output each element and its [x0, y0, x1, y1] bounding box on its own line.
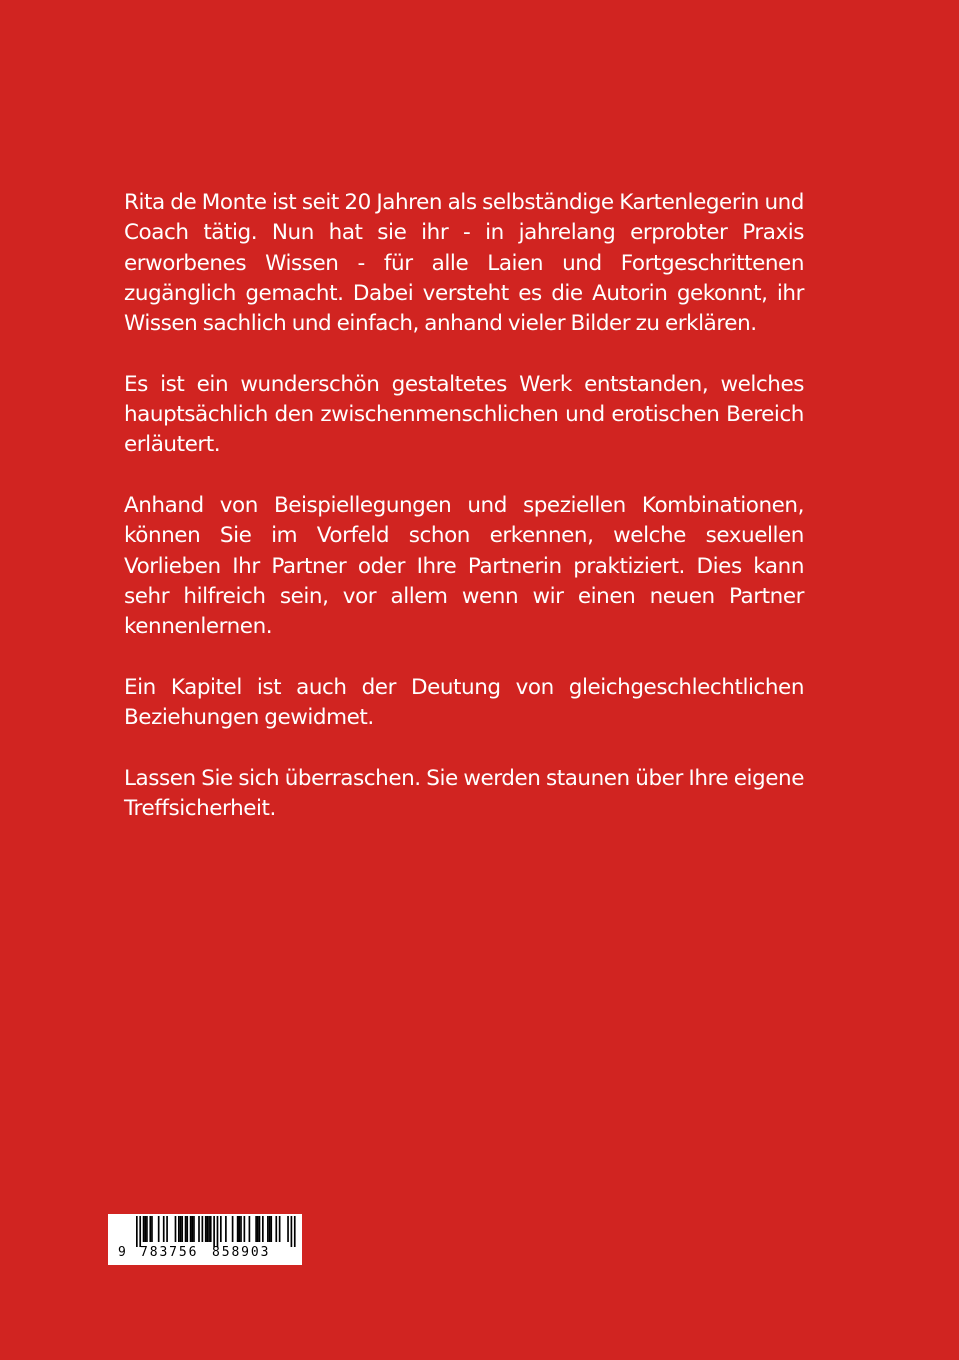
barcode-bar	[262, 1216, 264, 1242]
barcode-bar	[149, 1216, 151, 1242]
barcode-bar	[151, 1216, 153, 1242]
blurb-text	[124, 188, 804, 855]
barcode-bar	[163, 1216, 165, 1242]
barcode-digits	[108, 1245, 302, 1263]
blurb-paragraph-5: Lassen Sie sich überraschen. Sie werden staunen über Ihre eigene Treffsicherheit.	[124, 765, 804, 821]
barcode-bar	[259, 1216, 261, 1242]
barcode-bar	[202, 1216, 204, 1242]
barcode-bar	[232, 1216, 234, 1242]
barcode-guard-bar	[136, 1216, 138, 1247]
barcode-bar	[186, 1216, 188, 1242]
barcode-bar	[181, 1216, 183, 1242]
barcode-guard-bar	[139, 1216, 141, 1247]
barcode-guard-bar	[213, 1216, 215, 1247]
barcode-bar	[237, 1216, 239, 1242]
barcode-bar	[146, 1216, 148, 1242]
barcode-bar	[269, 1216, 271, 1242]
barcode-guard-bar	[294, 1216, 296, 1247]
barcode-bar	[166, 1216, 168, 1242]
barcode-bar	[287, 1216, 289, 1242]
barcode-bar	[208, 1216, 210, 1242]
barcode-bar	[185, 1216, 187, 1242]
barcode-bar	[207, 1216, 209, 1242]
barcode-bar	[244, 1216, 246, 1242]
barcode-bar	[143, 1216, 145, 1242]
isbn-barcode	[108, 1214, 302, 1265]
barcode-bar	[267, 1216, 269, 1242]
barcode-bar	[190, 1216, 192, 1242]
barcode-bar	[240, 1216, 242, 1242]
barcode-bar	[270, 1216, 272, 1242]
barcode-bar	[225, 1216, 227, 1242]
barcode-bar	[144, 1216, 146, 1242]
barcode-bar	[220, 1216, 222, 1242]
blurb-paragraph-3: Anhand von Beispiellegungen und speziellen Kombinationen, können Sie im Vorfeld schon erkennen, welche sexuellen Vorlieben Ihr Partner oder Ihre Partnerin praktiziert. Dies kann sehr hilfreich sein, vor allem wenn wir einen neuen Partner kennenlernen.	[124, 492, 804, 640]
barcode-bar	[205, 1216, 207, 1242]
barcode-bar	[255, 1216, 257, 1242]
barcode-bar	[180, 1216, 182, 1242]
blurb-paragraph-1: Rita de Monte ist seit 20 Jahren als selbständige Kartenlegerin und Coach tätig. Nun hat sie ihr - in jahrelang erprobter Praxis erworbenes Wissen - für alle Laien und Fortgeschrittenen zugänglich gemacht. Dabei versteht es die Autorin gekonnt, ihr Wissen sachlich und einfach, anhand vieler Bilder zu erklären.	[124, 190, 804, 337]
barcode-left-group: 783756	[140, 1245, 199, 1260]
blurb-paragraph-4: Ein Kapitel ist auch der Deutung von gleichgeschlechtlichen Beziehungen gewidmet.	[124, 674, 804, 731]
barcode-bar	[275, 1216, 277, 1242]
barcode-bar	[249, 1216, 251, 1242]
barcode-prefix-digit: 9	[118, 1245, 126, 1260]
barcode-right-group: 858903	[212, 1245, 271, 1260]
barcode-guard-bar	[291, 1216, 293, 1247]
barcode-bar	[191, 1216, 193, 1242]
barcode-bar	[158, 1216, 160, 1242]
blurb-paragraph-2: Es ist ein wunderschön gestaltetes Werk entstanden, welches hauptsächlich den zwischenmenschlichen und erotischen Bereich erläutert.	[124, 371, 804, 458]
barcode-bar	[198, 1216, 200, 1242]
barcode-bar	[257, 1216, 259, 1242]
barcode-bar	[279, 1216, 281, 1242]
barcode-bar	[193, 1216, 195, 1242]
barcode-bar	[175, 1216, 177, 1242]
barcode-guard-bar	[217, 1216, 219, 1247]
barcode-bar	[210, 1216, 212, 1242]
barcode-bar	[178, 1216, 180, 1242]
barcode-bar	[238, 1216, 240, 1242]
